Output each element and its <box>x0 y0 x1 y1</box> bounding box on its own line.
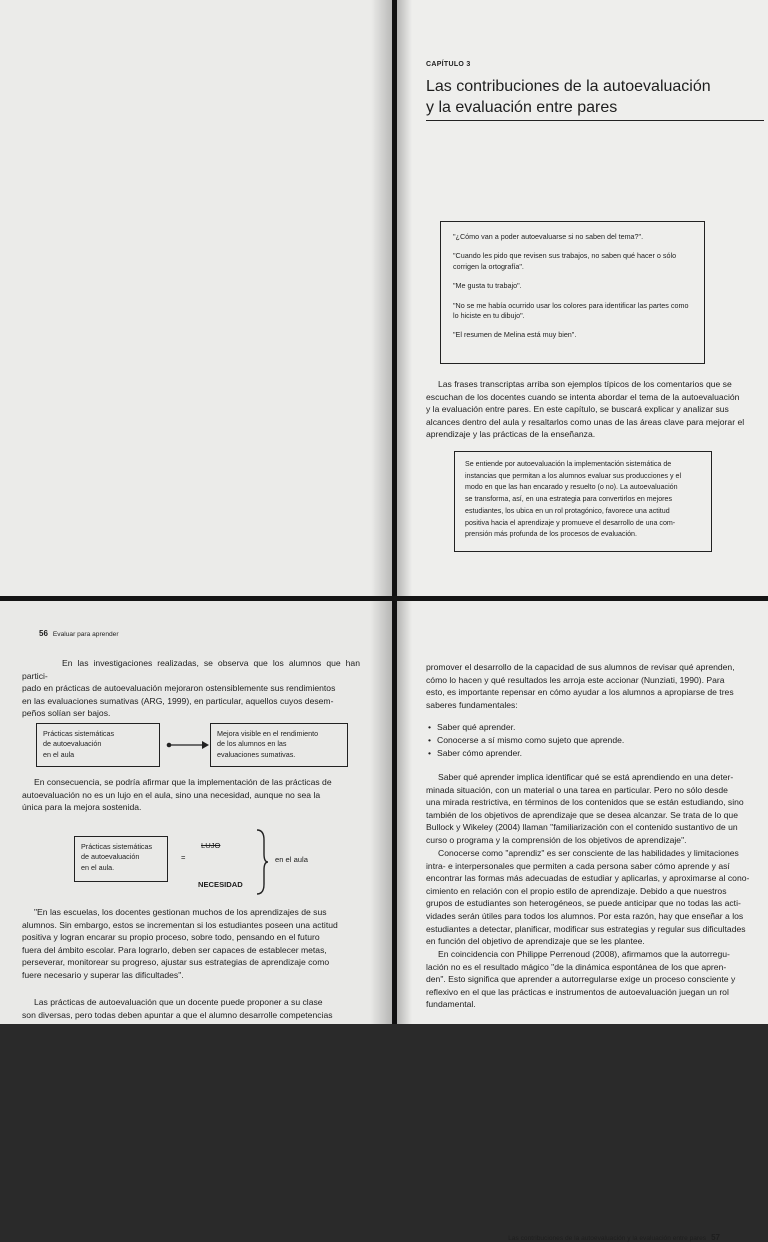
text-line: positiva y logran encarar su propio proceso, sobre todo, pensando en el futuro <box>22 932 320 943</box>
text-line: instancias que permitan a los alumnos evaluar sus producciones y el <box>465 471 682 480</box>
text-line: perseverar, monitorear su progreso, ajustar sus estrategias de aprendizaje como <box>22 957 330 968</box>
text-line: en el aula <box>43 749 75 759</box>
paragraph <box>22 657 360 720</box>
chapter-title-line: y la evaluación entre pares <box>426 99 618 116</box>
page-56 <box>0 600 392 1024</box>
text-line: y la evaluación entre pares. En este capítulo, se buscará explicar y analizar sus <box>426 404 729 415</box>
lujo-label: LUJO <box>201 841 221 850</box>
page-shadow <box>370 600 392 1024</box>
text-line: En coincidencia con Philippe Perrenoud (2008), afirmamos que la autorregu- <box>438 949 730 959</box>
text-line: autoevaluación no es un lujo en el aula, sino una necesidad, aunque no sea la <box>22 789 321 800</box>
text-line: escuchan de los docentes cuando se intenta abordar el tema de la autoevaluación <box>426 391 740 402</box>
text-line: den". Esto significa que aprender a autorregularse exige un proceso consciente y <box>426 974 736 985</box>
text-line: en el aula. <box>81 862 115 872</box>
text-line: curso o programa y la comprensión de los objetivos de aprendizaje". <box>426 834 687 845</box>
running-head-text: Las contribuciones de la autoevaluación y la evaluación entre pares <box>508 1235 707 1242</box>
page-shadow <box>371 0 393 596</box>
list-item: • Saber cómo aprender. <box>428 747 624 760</box>
text-line: intra- e interpersonales que permiten a cada persona saber cómo aprende y así <box>426 860 730 871</box>
text-line: Se entiende por autoevaluación la implementación sistemática de <box>465 460 672 468</box>
equals-sign: = <box>181 853 186 862</box>
chapter-title <box>426 76 711 118</box>
text-line: peños solían ser bajos. <box>22 708 111 719</box>
text-line: Mejora visible en el rendimiento <box>217 729 319 738</box>
paragraph <box>426 847 764 948</box>
title-rule <box>426 120 764 121</box>
quotes-box <box>440 221 705 364</box>
paragraph <box>426 661 764 711</box>
text-line: cimiento en relación con el propio estilo de aprendizaje. Debido a que nuestros <box>426 885 727 896</box>
quote-paragraph <box>22 906 360 982</box>
definition-box <box>454 451 712 552</box>
quote: "¿Cómo van a poder autoevaluarse si no saben del tema?". <box>453 232 644 241</box>
text-line: una mirada restrictiva, en términos de los contenidos que se están estudiando, sino <box>426 797 744 808</box>
text-line: fuera del ámbito escolar. Para lograrlo, deben ser capaces de establecer metas, <box>22 944 327 955</box>
flow-box-practicas <box>36 723 160 767</box>
flow-box-practicas-2 <box>74 836 168 882</box>
text-line: en función del objetivo de aprendizaje que se les plantee. <box>426 936 645 947</box>
page-number: 56 <box>39 629 48 638</box>
text-line: reflexivo en el que las prácticas e instrumentos de autoevaluación juegan un rol <box>426 986 729 997</box>
paragraph <box>22 996 360 1021</box>
text-line: "En las escuelas, los docentes gestionan muchos de los aprendizajes de sus <box>34 907 327 917</box>
quote: "Me gusta tu trabajo". <box>453 281 522 291</box>
text-line: estudiantes, los ubica en un rol protagónico, favorece una actitud <box>465 506 670 515</box>
text-line: de autoevaluación <box>43 739 102 749</box>
intro-paragraph <box>426 378 764 441</box>
text-line: modo en que las han encarado y resuelto (o no). La autoevaluación <box>465 483 678 492</box>
text-line: En consecuencia, se podría afirmar que la implementación de las prácticas de <box>34 777 332 787</box>
list-item: • Conocerse a sí mismo como sujeto que aprende. <box>428 734 624 747</box>
page-57 <box>396 600 768 1242</box>
text-line: fundamental. <box>426 999 476 1010</box>
text-line: alumnos. Sin embargo, estos se incrementan si los estudiantes poseen una actitud <box>22 919 338 930</box>
quote: "El resumen de Melina está muy bien". <box>453 330 577 340</box>
blank-page <box>0 0 393 596</box>
chapter-title-line: Las contribuciones de la autoevaluación <box>426 78 711 95</box>
text-line: también de los objetivos de aprendizaje que se desea alcanzar. Se trata de lo que <box>426 809 738 820</box>
scan-gap <box>0 596 768 601</box>
text-line: Bullock y Wikeley (2004) llaman "familiarización con el contenido sustantivo de un <box>426 822 738 833</box>
text-line: aprendizaje y las prácticas de la enseñanza. <box>426 429 596 440</box>
quote: "No se me había ocurrido usar los colores para identificar las partes como lo hiciste en tu dibujo". <box>453 300 689 321</box>
text-line: única para la mejora sostenida. <box>22 802 142 813</box>
paragraph <box>426 948 764 1011</box>
bullet-list <box>428 721 624 760</box>
text-line: encontrar las formas más adecuadas de estudiar y aplicarlas, y aproximarse al cono- <box>426 873 750 884</box>
text-line: vidades serán útiles para todos los alumnos. Por esta razón, hay que enseñar a los <box>426 910 744 921</box>
page-shadow <box>396 600 412 1024</box>
book-spine <box>392 0 397 1024</box>
text-line: son diversas, pero todas deben apuntar a que el alumno desarrolle competencias <box>22 1009 333 1020</box>
text-line: lación no es el resultado mágico "de la dinámica espontánea de los que apren- <box>426 961 727 972</box>
page-number: 57 <box>711 1233 720 1242</box>
text-line: saberes fundamentales: <box>426 699 518 710</box>
text-line: alcances dentro del aula y resaltarlos como unas de las áreas clave para mejorar el <box>426 416 745 427</box>
necesidad-label: NECESIDAD <box>198 880 243 889</box>
text-line: de autoevaluación <box>81 852 140 862</box>
text-line: esto, es importante repensar en cómo ayudar a los alumnos a apropiarse de tres <box>426 687 734 698</box>
text-line: Conocerse como "aprendiz" es ser consciente de las habilidades y limitaciones <box>438 848 739 858</box>
text-line: en las evaluaciones sumativas (ARG, 1999), en particular, aquellos cuyos desem- <box>22 695 334 706</box>
text-line: Las prácticas de autoevaluación que un docente puede proponer a su clase <box>34 997 323 1007</box>
page-shadow <box>396 0 412 596</box>
text-line: positiva hacia el aprendizaje y promueve el desarrollo de una com- <box>465 518 676 527</box>
text-line: evaluaciones sumativas. <box>217 749 296 759</box>
text-line: se transforma, así, en una estrategia para convertirlos en mejores <box>465 495 673 504</box>
quote: "Cuando les pido que revisen sus trabajos, no saben qué hacer o sólo corrigen la ortografía". <box>453 251 677 271</box>
running-head-text: Evaluar para aprender <box>52 631 119 638</box>
text-line: pado en prácticas de autoevaluación mejoraron ostensiblemente sus rendimientos <box>22 683 336 694</box>
text-line: de los alumnos en las <box>217 739 287 749</box>
text-line: grupos de estudiantes son heterogéneos, se puede anticipar que no todas las acti- <box>426 898 741 909</box>
chapter-label: CAPÍTULO 3 <box>426 61 471 68</box>
list-item: • Saber qué aprender. <box>428 721 624 734</box>
text-line: prensión más profunda de los procesos de evaluación. <box>465 530 637 539</box>
curly-brace-icon <box>254 828 270 896</box>
text-line: fuere necesario y superar las dificultades". <box>22 969 184 980</box>
arrow-icon <box>166 739 210 751</box>
text-line: Saber qué aprender implica identificar qué se está aprendiendo en una deter- <box>438 772 734 782</box>
running-head <box>508 1233 720 1242</box>
text-line: Prácticas sistemáticas <box>81 842 153 851</box>
text-line: En las investigaciones realizadas, se observa que los alumnos que han partici- <box>22 658 360 681</box>
text-line: Prácticas sistemáticas <box>43 729 115 738</box>
chapter-opening-page <box>396 0 768 596</box>
text-line: Las frases transcriptas arriba son ejemplos típicos de los comentarios que se <box>438 379 732 389</box>
running-head <box>39 629 119 638</box>
flow-box-mejora <box>210 723 348 767</box>
text-line: promover el desarrollo de la capacidad de sus alumnos de revisar qué aprenden, <box>426 662 735 672</box>
en-el-aula-label: en el aula <box>275 855 308 864</box>
text-line: cómo lo hacen y qué resultados les arroja este accionar (Nunziati, 1990). Para <box>426 674 725 685</box>
paragraph <box>22 776 360 814</box>
text-line: estudiantes a detectar, planificar, modificar sus estrategias y regular sus dificultades <box>426 923 746 934</box>
paragraph <box>426 771 764 847</box>
text-line: minada situación, con un material o una tarea en particular. Pero no sólo desde <box>426 784 728 795</box>
